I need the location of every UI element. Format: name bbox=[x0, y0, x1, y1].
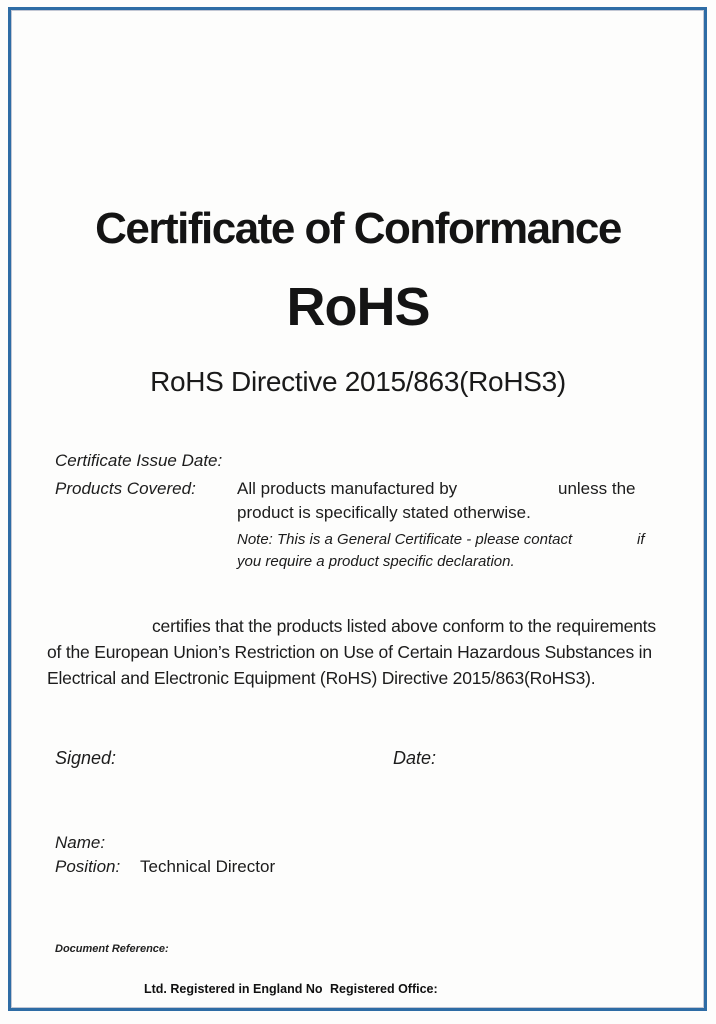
name-label: Name: bbox=[55, 833, 106, 852]
conformance-statement-line1: certifies that the products listed above conform to the requirements bbox=[152, 616, 656, 636]
signed-label: Signed: bbox=[55, 748, 117, 768]
certificate-subtitle-rohs: RoHS bbox=[286, 277, 430, 337]
conformance-statement-line3: Electrical and Electronic Equipment (RoHS) Directive 2015/863(RoHS3). bbox=[47, 668, 596, 688]
note-text-line2: you require a product specific declaration. bbox=[237, 553, 515, 570]
position-label: Position: bbox=[55, 857, 121, 876]
conformance-statement-line2: of the European Union’s Restriction on Use of Certain Hazardous Substances in bbox=[47, 642, 652, 662]
issue-date-label: Certificate Issue Date: bbox=[55, 451, 223, 470]
products-covered-text-line2: product is specifically stated otherwise. bbox=[237, 503, 531, 522]
footer-registration-text: Ltd. Registered in England No bbox=[144, 982, 323, 996]
footer-registered-office-label: Registered Office: bbox=[330, 982, 438, 996]
products-covered-text-end: unless the bbox=[558, 479, 636, 498]
certificate-title: Certificate of Conformance bbox=[95, 204, 621, 253]
products-covered-label: Products Covered: bbox=[55, 479, 196, 498]
date-label: Date: bbox=[393, 748, 437, 768]
note-text-end: if bbox=[637, 531, 645, 548]
directive-heading: RoHS Directive 2015/863(RoHS3) bbox=[150, 366, 566, 397]
position-value: Technical Director bbox=[140, 857, 276, 876]
note-text-start: Note: This is a General Certificate - please contact bbox=[237, 531, 573, 548]
document-reference-label: Document Reference: bbox=[55, 943, 169, 955]
products-covered-text-start: All products manufactured by bbox=[237, 479, 458, 498]
